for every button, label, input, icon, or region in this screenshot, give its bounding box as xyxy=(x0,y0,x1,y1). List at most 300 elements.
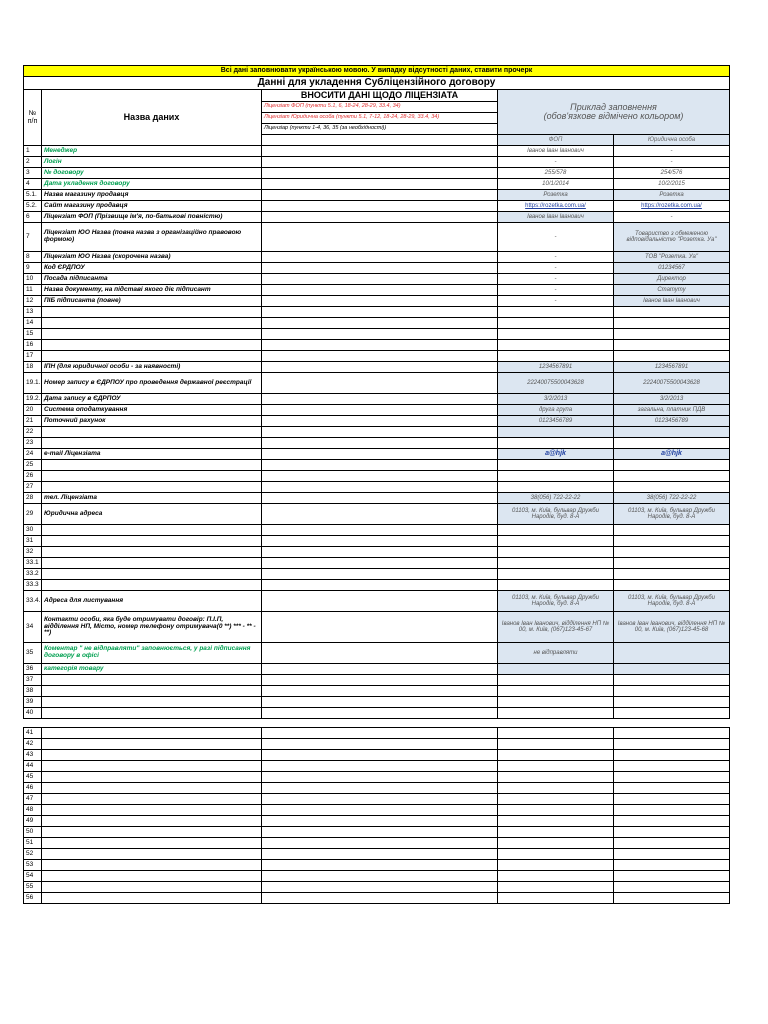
input-cell[interactable] xyxy=(262,547,498,558)
input-cell[interactable] xyxy=(262,558,498,569)
table-row xyxy=(24,405,730,416)
input-cell[interactable] xyxy=(262,860,498,871)
example-legal xyxy=(614,460,730,471)
table-row xyxy=(24,223,730,252)
row-label xyxy=(42,893,262,904)
example-legal: 22240075500043628 xyxy=(614,373,730,394)
example-fop xyxy=(498,686,614,697)
header-number: № п/п xyxy=(24,90,42,146)
input-cell[interactable] xyxy=(262,772,498,783)
row-number: 42 xyxy=(24,739,42,750)
example-fop xyxy=(498,675,614,686)
input-cell[interactable] xyxy=(262,460,498,471)
input-cell[interactable] xyxy=(262,190,498,201)
table-row xyxy=(24,427,730,438)
example-legal xyxy=(614,728,730,739)
input-cell[interactable] xyxy=(262,427,498,438)
row-label: Юридична адреса xyxy=(42,504,262,525)
input-cell[interactable] xyxy=(262,449,498,460)
input-cell[interactable] xyxy=(262,168,498,179)
spacer-row xyxy=(24,719,730,728)
input-cell[interactable] xyxy=(262,664,498,675)
table-row xyxy=(24,871,730,882)
example-fop: 0123456789 xyxy=(498,416,614,427)
example-fop xyxy=(498,871,614,882)
example-legal xyxy=(614,329,730,340)
example-fop xyxy=(498,805,614,816)
spacer-cell xyxy=(42,719,262,728)
row-label: Ліцензіат ФОП (Прізвище ім'я, по-батькові повністю) xyxy=(42,212,262,223)
table-row xyxy=(24,416,730,427)
row-number: 35 xyxy=(24,643,42,664)
input-cell[interactable] xyxy=(262,223,498,252)
row-number: 50 xyxy=(24,827,42,838)
example-legal xyxy=(614,547,730,558)
spacer-cell xyxy=(498,719,614,728)
example-legal xyxy=(614,739,730,750)
example-fop xyxy=(498,849,614,860)
input-cell[interactable] xyxy=(262,849,498,860)
row-label xyxy=(42,340,262,351)
example-fop: a@hjk xyxy=(498,449,614,460)
example-fop xyxy=(498,739,614,750)
table-row xyxy=(24,340,730,351)
table-row xyxy=(24,794,730,805)
input-cell[interactable] xyxy=(262,580,498,591)
row-number: 52 xyxy=(24,849,42,860)
input-cell[interactable] xyxy=(262,318,498,329)
example-legal: 0123456789 xyxy=(614,416,730,427)
row-number: 5.1. xyxy=(24,190,42,201)
example-fop xyxy=(498,772,614,783)
input-cell[interactable] xyxy=(262,569,498,580)
example-fop: 22240075500043628 xyxy=(498,373,614,394)
example-fop: Іванов Іван Іванович, відділення НП № 00, м. Київ, (067)123-45-67 xyxy=(498,612,614,643)
input-cell[interactable] xyxy=(262,493,498,504)
example-legal xyxy=(614,482,730,493)
input-cell[interactable] xyxy=(262,783,498,794)
table-row xyxy=(24,805,730,816)
example-legal xyxy=(614,805,730,816)
row-label xyxy=(42,351,262,362)
example-fop: - xyxy=(498,157,614,168)
row-number: 29 xyxy=(24,504,42,525)
input-cell[interactable] xyxy=(262,750,498,761)
example-fop: Іванов Іван Іванович xyxy=(498,212,614,223)
row-number: 36 xyxy=(24,664,42,675)
input-cell[interactable] xyxy=(262,739,498,750)
example-legal xyxy=(614,427,730,438)
row-number: 19.2. xyxy=(24,394,42,405)
input-cell[interactable] xyxy=(262,362,498,373)
row-number: 22 xyxy=(24,427,42,438)
example-fop xyxy=(498,525,614,536)
example-fop xyxy=(498,860,614,871)
table-row xyxy=(24,569,730,580)
row-label xyxy=(42,794,262,805)
row-number: 16 xyxy=(24,340,42,351)
row-label xyxy=(42,482,262,493)
example-fop xyxy=(498,728,614,739)
spreadsheet xyxy=(23,65,729,904)
example-fop: - xyxy=(498,263,614,274)
row-number: 44 xyxy=(24,761,42,772)
table-row xyxy=(24,783,730,794)
row-number: 54 xyxy=(24,871,42,882)
example-legal: загальна, платник ПДВ xyxy=(614,405,730,416)
table-row xyxy=(24,307,730,318)
row-number: 40 xyxy=(24,708,42,719)
example-legal xyxy=(614,761,730,772)
example-legal xyxy=(614,772,730,783)
input-cell[interactable] xyxy=(262,438,498,449)
example-legal: 10/2/2015 xyxy=(614,179,730,190)
table-row xyxy=(24,460,730,471)
input-cell[interactable] xyxy=(262,471,498,482)
example-fop xyxy=(498,882,614,893)
input-cell[interactable] xyxy=(262,405,498,416)
input-cell[interactable] xyxy=(262,201,498,212)
example-fop xyxy=(498,697,614,708)
table-row xyxy=(24,212,730,223)
example-legal xyxy=(614,438,730,449)
row-number: 45 xyxy=(24,772,42,783)
banner-instruction: Всі дані заповнювати українською мовою. У випадку відсутності даних, ставити прочерк xyxy=(24,66,730,77)
row-label xyxy=(42,772,262,783)
example-legal xyxy=(614,860,730,871)
table-row xyxy=(24,536,730,547)
example-legal: 38(056) 722-22-22 xyxy=(614,493,730,504)
input-cell[interactable] xyxy=(262,893,498,904)
table-row xyxy=(24,190,730,201)
row-number: 1 xyxy=(24,146,42,157)
row-label xyxy=(42,697,262,708)
row-label: Код ЄРДПОУ xyxy=(42,263,262,274)
row-number: 49 xyxy=(24,816,42,827)
example-legal: - xyxy=(614,146,730,157)
row-label: Менеджер xyxy=(42,146,262,157)
example-fop: 01103, м. Київ, бульвар Дружби Народів, буд. 8-А xyxy=(498,591,614,612)
input-cell[interactable] xyxy=(262,252,498,263)
table-row xyxy=(24,449,730,460)
example-legal xyxy=(614,580,730,591)
row-label xyxy=(42,329,262,340)
input-cell[interactable] xyxy=(262,285,498,296)
table-row xyxy=(24,168,730,179)
input-cell[interactable] xyxy=(262,394,498,405)
row-number: 33.1 xyxy=(24,558,42,569)
table-row xyxy=(24,263,730,274)
example-legal: Товариство з обмеженою відповідальністю "Розетка. Уа" xyxy=(614,223,730,252)
row-number: 27 xyxy=(24,482,42,493)
table-row xyxy=(24,252,730,263)
example-fop: 3/2/2013 xyxy=(498,394,614,405)
example-legal xyxy=(614,849,730,860)
column-fop: ФОП xyxy=(498,135,614,146)
row-number: 4 xyxy=(24,179,42,190)
input-cell[interactable] xyxy=(262,871,498,882)
table-row xyxy=(24,686,730,697)
example-fop xyxy=(498,708,614,719)
table-row xyxy=(24,675,730,686)
example-fop: не відправляти xyxy=(498,643,614,664)
example-fop xyxy=(498,536,614,547)
input-cell[interactable] xyxy=(262,686,498,697)
row-number: 3 xyxy=(24,168,42,179)
row-label xyxy=(42,569,262,580)
row-number: 19.1. xyxy=(24,373,42,394)
example-legal xyxy=(614,871,730,882)
input-cell[interactable] xyxy=(262,643,498,664)
row-number: 48 xyxy=(24,805,42,816)
row-number: 53 xyxy=(24,860,42,871)
table-row xyxy=(24,329,730,340)
row-number: 34 xyxy=(24,612,42,643)
row-label: тел. Ліцензіата xyxy=(42,493,262,504)
input-cell[interactable] xyxy=(262,591,498,612)
example-fop: - xyxy=(498,252,614,263)
example-legal: Іванов Іван Іванович, відділення НП № 00, м. Київ, (067)123-45-68 xyxy=(614,612,730,643)
input-cell[interactable] xyxy=(262,504,498,525)
example-legal xyxy=(614,340,730,351)
input-cell[interactable] xyxy=(262,728,498,739)
example-legal xyxy=(614,882,730,893)
input-cell[interactable] xyxy=(262,351,498,362)
example-fop xyxy=(498,438,614,449)
input-cell[interactable] xyxy=(262,882,498,893)
table-row xyxy=(24,471,730,482)
example-fop xyxy=(498,664,614,675)
row-label xyxy=(42,739,262,750)
row-number: 39 xyxy=(24,697,42,708)
row-number: 11 xyxy=(24,285,42,296)
example-fop[interactable]: https://rozetka.com.ua/ xyxy=(498,201,614,212)
input-cell[interactable] xyxy=(262,827,498,838)
row-number: 12 xyxy=(24,296,42,307)
example-fop xyxy=(498,307,614,318)
table-row xyxy=(24,482,730,493)
example-legal: Директор xyxy=(614,274,730,285)
row-label xyxy=(42,580,262,591)
input-cell[interactable] xyxy=(262,416,498,427)
example-legal xyxy=(614,783,730,794)
input-cell[interactable] xyxy=(262,525,498,536)
table-row xyxy=(24,493,730,504)
row-number: 33.4. xyxy=(24,591,42,612)
example-legal: - xyxy=(614,157,730,168)
input-cell[interactable] xyxy=(262,816,498,827)
row-number: 9 xyxy=(24,263,42,274)
example-legal: 01103, м. Київ, бульвар Дружби Народів, буд. 8-А xyxy=(614,504,730,525)
licensee-legal-note: Ліцензіат Юридична особа (пункти 5.1, 7-12, 18-24, 28-29, 33.4, 34) xyxy=(262,113,498,124)
example-legal: - xyxy=(614,212,730,223)
row-label xyxy=(42,761,262,772)
table-row xyxy=(24,827,730,838)
example-fop: 38(056) 722-22-22 xyxy=(498,493,614,504)
input-cell[interactable] xyxy=(262,675,498,686)
table-row xyxy=(24,728,730,739)
example-legal: 3/2/2013 xyxy=(614,394,730,405)
row-label xyxy=(42,871,262,882)
page-title: Данні для укладення Субліцензійного договору xyxy=(24,77,730,90)
example-fop xyxy=(498,816,614,827)
row-number: 21 xyxy=(24,416,42,427)
row-label xyxy=(42,427,262,438)
table-row xyxy=(24,708,730,719)
spacer-cell xyxy=(614,719,730,728)
input-cell[interactable] xyxy=(262,157,498,168)
example-fop: 10/1/2014 xyxy=(498,179,614,190)
example-fop xyxy=(498,761,614,772)
example-legal: 254/576 xyxy=(614,168,730,179)
row-label: Поточний рахунок xyxy=(42,416,262,427)
example-legal xyxy=(614,675,730,686)
row-label: ІПН (для юридичної особи - за наявності) xyxy=(42,362,262,373)
example-fop xyxy=(498,827,614,838)
input-cell[interactable] xyxy=(262,146,498,157)
table-row xyxy=(24,179,730,190)
row-label: Ліцензіат ЮО Назва (повна назва з організаційно правовою формою) xyxy=(42,223,262,252)
example-legal xyxy=(614,569,730,580)
example-fop xyxy=(498,558,614,569)
row-label xyxy=(42,536,262,547)
table-row xyxy=(24,438,730,449)
table-row xyxy=(24,558,730,569)
table-row xyxy=(24,146,730,157)
input-cell[interactable] xyxy=(262,794,498,805)
row-number: 30 xyxy=(24,525,42,536)
input-cell[interactable] xyxy=(262,482,498,493)
example-legal xyxy=(614,643,730,664)
example-fop xyxy=(498,427,614,438)
table-row xyxy=(24,201,730,212)
table-row xyxy=(24,761,730,772)
input-cell[interactable] xyxy=(262,838,498,849)
input-cell[interactable] xyxy=(262,329,498,340)
input-cell[interactable] xyxy=(262,274,498,285)
row-number: 43 xyxy=(24,750,42,761)
example-legal xyxy=(614,307,730,318)
row-label: Ліцензіат ЮО Назва (скорочена назва) xyxy=(42,252,262,263)
example-legal xyxy=(614,686,730,697)
column-legal-entity: Юридична особа xyxy=(614,135,730,146)
example-fop: - xyxy=(498,274,614,285)
input-cell[interactable] xyxy=(262,536,498,547)
row-label xyxy=(42,827,262,838)
example-fop: 255/578 xyxy=(498,168,614,179)
row-label: Дата запису в ЄДРПОУ xyxy=(42,394,262,405)
table-row xyxy=(24,373,730,394)
example-fop: друга група xyxy=(498,405,614,416)
table-row xyxy=(24,296,730,307)
table-row xyxy=(24,849,730,860)
row-number: 5.2. xyxy=(24,201,42,212)
example-legal: 01234567 xyxy=(614,263,730,274)
row-number: 14 xyxy=(24,318,42,329)
example-legal xyxy=(614,318,730,329)
row-label: категорія товару xyxy=(42,664,262,675)
table-row xyxy=(24,580,730,591)
example-fop xyxy=(498,569,614,580)
row-number: 10 xyxy=(24,274,42,285)
input-cell[interactable] xyxy=(262,612,498,643)
row-number: 31 xyxy=(24,536,42,547)
input-cell[interactable] xyxy=(262,307,498,318)
input-cell[interactable] xyxy=(262,263,498,274)
example-legal[interactable]: https://rozetka.com.ua/ xyxy=(614,201,730,212)
example-legal xyxy=(614,664,730,675)
table-row xyxy=(24,750,730,761)
row-label: Контакти особи, яка буде отримувати договір: П.І.П, відділення НП, Місто, номер телефону отримувача(0 **) *** - ** - **) xyxy=(42,612,262,643)
row-number: 46 xyxy=(24,783,42,794)
row-label xyxy=(42,728,262,739)
input-cell[interactable] xyxy=(262,212,498,223)
data-table xyxy=(23,65,730,904)
example-fop xyxy=(498,340,614,351)
table-row xyxy=(24,394,730,405)
row-label xyxy=(42,816,262,827)
example-fop: 01103, м. Київ, бульвар Дружби Народів, буд. 8-А xyxy=(498,504,614,525)
table-row xyxy=(24,274,730,285)
input-cell[interactable] xyxy=(262,340,498,351)
licensee-fop-note: Ліцензіат ФОП (пункти 5.1, 6, 18-24, 28-29, 33.4, 34) xyxy=(262,102,498,113)
table-row xyxy=(24,697,730,708)
table-row xyxy=(24,157,730,168)
input-cell[interactable] xyxy=(262,179,498,190)
row-label: Коментар " не відправляти" заповнюється, у разі підписання договору в офісі xyxy=(42,643,262,664)
example-fop: 1234567891 xyxy=(498,362,614,373)
row-label: Адреса для листування xyxy=(42,591,262,612)
table-row xyxy=(24,893,730,904)
input-cell[interactable] xyxy=(262,805,498,816)
input-cell[interactable] xyxy=(262,373,498,394)
example-legal xyxy=(614,697,730,708)
row-number: 2 xyxy=(24,157,42,168)
row-number: 24 xyxy=(24,449,42,460)
row-label xyxy=(42,708,262,719)
example-fop: - xyxy=(498,285,614,296)
example-legal xyxy=(614,816,730,827)
row-number: 37 xyxy=(24,675,42,686)
input-cell[interactable] xyxy=(262,761,498,772)
row-number: 33.2 xyxy=(24,569,42,580)
example-fop xyxy=(498,783,614,794)
example-legal xyxy=(614,536,730,547)
example-fop xyxy=(498,329,614,340)
row-label: Номер запису в ЄДРПОУ про проведення державної реєстрації xyxy=(42,373,262,394)
example-fop xyxy=(498,794,614,805)
row-number: 47 xyxy=(24,794,42,805)
example-legal xyxy=(614,794,730,805)
table-row xyxy=(24,816,730,827)
row-label: Посада підписанта xyxy=(42,274,262,285)
spacer-cell xyxy=(24,719,42,728)
example-legal xyxy=(614,471,730,482)
example-legal: Розетка xyxy=(614,190,730,201)
input-cell[interactable] xyxy=(262,708,498,719)
row-number: 38 xyxy=(24,686,42,697)
table-row xyxy=(24,285,730,296)
example-fop: Іванов Іван Іванович xyxy=(498,146,614,157)
input-cell[interactable] xyxy=(262,697,498,708)
row-label xyxy=(42,838,262,849)
example-legal xyxy=(614,558,730,569)
spacer-cell xyxy=(262,719,498,728)
example-legal: Статуту xyxy=(614,285,730,296)
input-cell[interactable] xyxy=(262,296,498,307)
row-number: 8 xyxy=(24,252,42,263)
table-row xyxy=(24,525,730,536)
